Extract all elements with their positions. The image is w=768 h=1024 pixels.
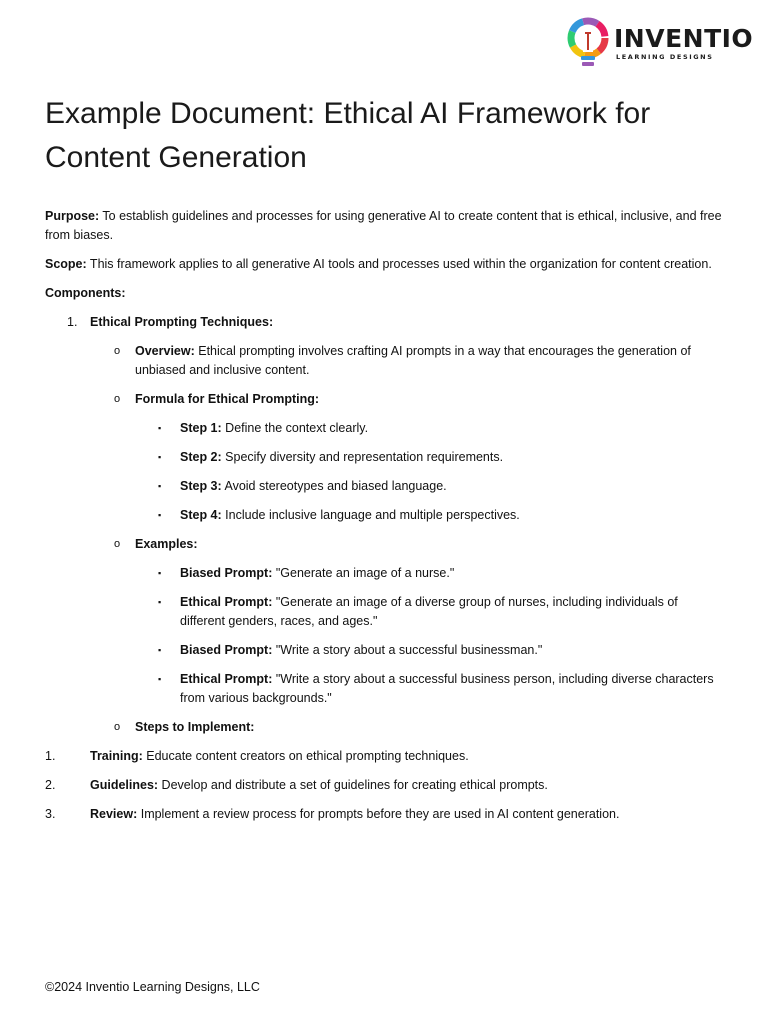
list-item-implement-step [45,747,725,766]
circle-bullet-icon: o [114,393,121,405]
list-item-example [45,593,725,631]
scope-label: Scope: [45,257,87,271]
list-item-formula [45,390,725,409]
list-item-step [45,448,725,467]
circle-bullet-icon: o [114,538,121,550]
scope-text: This framework applies to all generative AI tools and processes used within the organization for content creation. [86,257,712,271]
square-bullet-icon: ▪ [158,481,162,491]
list-item-example [45,641,725,660]
list-number: 3. [45,807,56,821]
examples-label: Examples: [135,537,198,551]
implement-step-label: Training: [90,749,143,763]
components-label: Components: [45,286,126,300]
step-text: Define the context clearly. [221,421,369,435]
list-item-example [45,670,725,708]
list-item-overview [45,342,725,380]
list-item-label: Ethical Prompting Techniques: [90,315,274,329]
list-item-step [45,419,725,438]
overview-text: Ethical prompting involves crafting AI prompts in a way that encourages the generation of unbiased and inclusive content. [135,344,691,377]
example-label: Biased Prompt: [180,566,273,580]
implement-step-label: Review: [90,807,138,821]
square-bullet-icon: ▪ [158,597,162,607]
step-label: Step 4: [180,508,222,522]
implement-label: Steps to Implement: [135,720,255,734]
list-number: 1. [67,315,78,329]
list-item-implement-step [45,776,725,795]
square-bullet-icon: ▪ [158,674,162,684]
circle-bullet-icon: o [114,345,121,357]
logo-wordmark: INVENTIO [614,24,754,53]
step-text: Specify diversity and representation requirements. [221,450,504,464]
list-item-examples [45,535,725,554]
implement-step-text: Implement a review process for prompts before they are used in AI content generation. [137,807,620,821]
example-label: Ethical Prompt: [180,595,273,609]
circle-bullet-icon: o [114,721,121,733]
inventio-logo [566,14,756,74]
step-text: Avoid stereotypes and biased language. [221,479,447,493]
logo-subtitle: LEARNING DESIGNS [616,53,714,61]
step-label: Step 3: [180,479,222,493]
list-item-ethical-prompting [45,313,725,332]
square-bullet-icon: ▪ [158,645,162,655]
step-text: Include inclusive language and multiple perspectives. [221,508,520,522]
implement-step-text: Educate content creators on ethical prompting techniques. [142,749,469,763]
step-label: Step 2: [180,450,222,464]
example-label: Biased Prompt: [180,643,273,657]
overview-label: Overview: [135,344,195,358]
document-title: Example Document: Ethical AI Framework for Content Generation [45,97,651,174]
list-item-step [45,477,725,496]
implement-step-text: Develop and distribute a set of guidelines for creating ethical prompts. [158,778,548,792]
list-item-steps-to-implement [45,718,725,737]
list-number: 2. [45,778,56,792]
example-text: "Write a story about a successful businessman." [272,643,543,657]
formula-label: Formula for Ethical Prompting: [135,392,320,406]
example-label: Ethical Prompt: [180,672,273,686]
square-bullet-icon: ▪ [158,510,162,520]
square-bullet-icon: ▪ [158,423,162,433]
list-item-step [45,506,725,525]
example-text: "Write a story about a successful business person, including diverse characters from various backgrounds." [180,672,714,705]
step-label: Step 1: [180,421,222,435]
example-text: "Generate an image of a diverse group of nurses, including individuals of different genders, races, and ages." [180,595,678,628]
square-bullet-icon: ▪ [158,568,162,578]
example-text: "Generate an image of a nurse." [272,566,455,580]
scope-paragraph [45,255,725,274]
implement-step-label: Guidelines: [90,778,159,792]
purpose-paragraph [45,207,725,245]
list-item-implement-step [45,805,725,824]
list-number: 1. [45,749,56,763]
document-body [45,207,725,834]
purpose-text: To establish guidelines and processes for using generative AI to create content that is ethical, inclusive, and free from biases. [45,209,722,242]
purpose-label: Purpose: [45,209,100,223]
list-item-example [45,564,725,583]
lightbulb-logo-icon [566,14,612,74]
components-heading [45,284,725,303]
square-bullet-icon: ▪ [158,452,162,462]
copyright-footer: ©2024 Inventio Learning Designs, LLC [45,980,260,994]
